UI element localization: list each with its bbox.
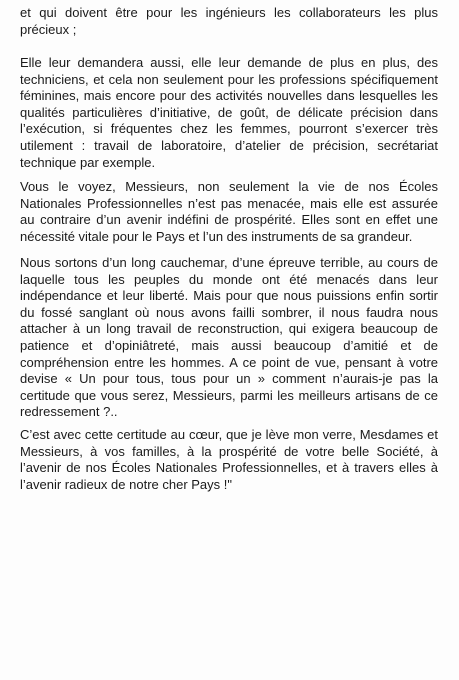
paragraph-5: C’est avec cette certitude au cœur, que je lève mon verre, Mesdames et Messieurs, à vos familles, à la prospérité de votre belle Société, à l’avenir de nos Écoles Nationales Professionnelles, et à travers elles à l’avenir radieux de notre cher Pays !" bbox=[20, 427, 438, 492]
paragraph-3: Vous le voyez, Messieurs, non seulement la vie de nos Écoles Nationales Professionnelles n’est pas menacée, mais elle est assurée au contraire d’un avenir indéfini de prospérité. Elles sont en effet une nécessité vitale pour le Pays et l’un des instruments de sa grandeur. bbox=[20, 179, 438, 244]
paragraph-4: Nous sortons d’un long cauchemar, d’une épreuve terrible, au cours de laquelle tous les peuples du monde ont été menacés dans leur indépendance et leur liberté. Mais pour que nous puissions enfin sortir du fossé sanglant où nous avons failli sombrer, il nous faudra nous attacher à un long travail de reconstruction, qui exigera beaucoup de patience et d’opiniâtreté, mais aussi beaucoup d’amitié et de compréhension entre les hommes. A ce point de vue, pensant à votre devise « Un pour tous, tous pour un » comment n’aurais-je pas la certitude que vous serez, Messieurs, parmi les meilleurs artisans de ce redressement ?.. bbox=[20, 255, 438, 420]
paragraph-1: et qui doivent être pour les ingénieurs les collaborateurs les plus précieux ; bbox=[20, 5, 438, 37]
paragraph-2: Elle leur demandera aussi, elle leur demande de plus en plus, des techniciens, et cela non seulement pour les professions spécifiquement féminines, mais encore pour des activités nouvelles dans lesquelles les qualités particulières d’initiative, de goût, de délicate précision dans l’exécution, si fréquentes chez les femmes, pourront s’exercer très utilement : travail de laboratoire, d’atelier de précision, secrétariat technique par exemple. bbox=[20, 55, 438, 170]
